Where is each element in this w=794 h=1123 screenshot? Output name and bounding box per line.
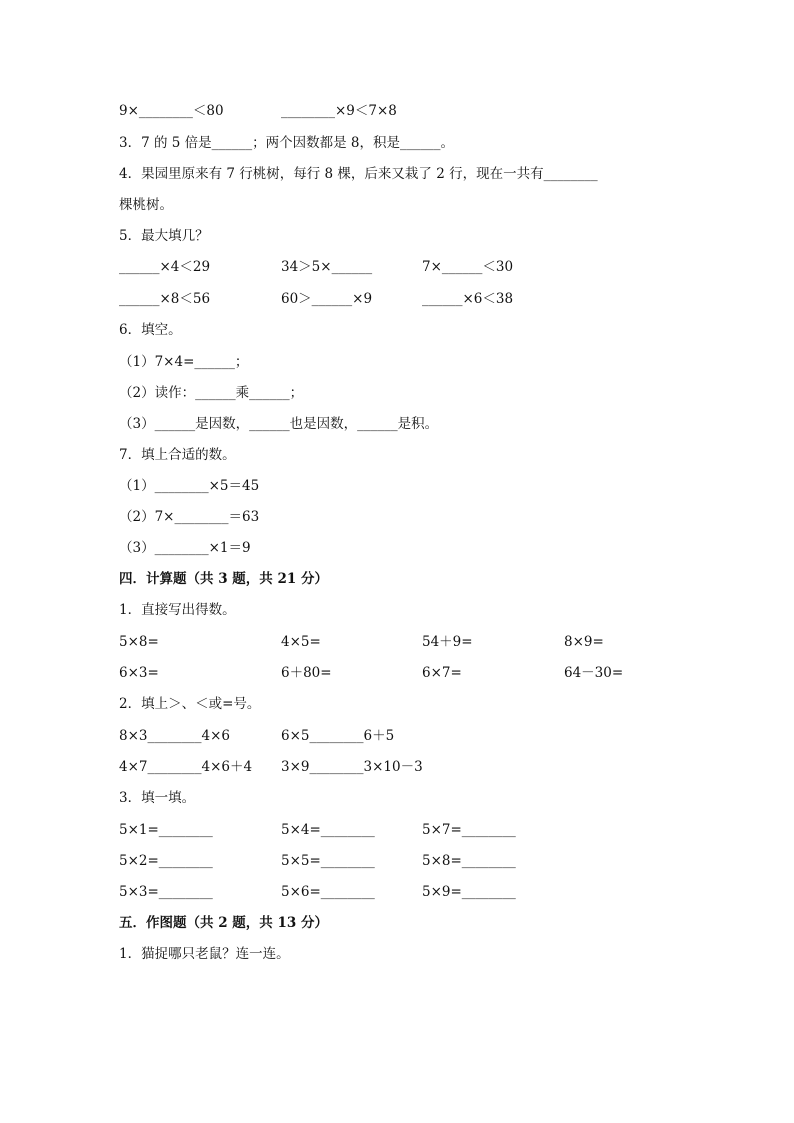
fill-item: ______×4＜29 bbox=[119, 259, 211, 275]
section-5-problem-1: 1．猫捉哪只老鼠？连一连。 bbox=[119, 946, 290, 962]
fill-item: 5×1=________ bbox=[119, 822, 213, 838]
question-7-title: 7．填上合适的数。 bbox=[119, 447, 236, 463]
question-3: 3．7 的 5 倍是______；两个因数都是 8，积是______。 bbox=[119, 135, 455, 151]
question-4-line-2: 棵桃树。 bbox=[119, 197, 173, 213]
fill-item: ______×6＜38 bbox=[422, 291, 514, 307]
calc-item: 4×5= bbox=[281, 634, 321, 650]
question-6-title: 6．填空。 bbox=[119, 322, 182, 338]
fill-item: 5×8=________ bbox=[422, 853, 516, 869]
question-7-item-3: （3）________×1＝9 bbox=[119, 540, 251, 556]
fill-item: ______×8＜56 bbox=[119, 291, 211, 307]
calc-item: 64－30= bbox=[564, 665, 624, 681]
section-4-problem-3-title: 3．填一填。 bbox=[119, 790, 196, 806]
section-4-problem-2-title: 2．填上＞、＜或=号。 bbox=[119, 696, 261, 712]
fill-item: 5×9=________ bbox=[422, 884, 516, 900]
compare-item: 3×9________3×10－3 bbox=[281, 759, 423, 775]
fill-item: 9×________＜80 bbox=[119, 103, 224, 119]
calc-item: 8×9= bbox=[564, 634, 604, 650]
calc-item: 6＋80= bbox=[281, 665, 332, 681]
question-7-item-2: （2）7×________＝63 bbox=[119, 509, 260, 525]
compare-item: 8×3________4×6 bbox=[119, 728, 230, 744]
fill-item: 5×3=________ bbox=[119, 884, 213, 900]
calc-item: 6×3= bbox=[119, 665, 159, 681]
fill-item: 7×______＜30 bbox=[422, 259, 514, 275]
fill-item: 5×7=________ bbox=[422, 822, 516, 838]
calc-item: 6×7= bbox=[422, 665, 462, 681]
question-4-line-1: 4．果园里原来有 7 行桃树，每行 8 棵，后来又栽了 2 行，现在一共有________ bbox=[119, 166, 598, 182]
question-6-item-1: （1）7×4=______； bbox=[119, 354, 249, 370]
fill-item: 5×2=________ bbox=[119, 853, 213, 869]
calc-item: 54＋9= bbox=[422, 634, 473, 650]
question-6-item-3: （3）______是因数，______也是因数，______是积。 bbox=[119, 416, 439, 432]
fill-item: 34＞5×______ bbox=[281, 259, 373, 275]
compare-item: 4×7________4×6＋4 bbox=[119, 759, 253, 775]
section-5-heading: 五．作图题（共 2 题，共 13 分） bbox=[119, 915, 328, 931]
section-4-heading: 四．计算题（共 3 题，共 21 分） bbox=[119, 571, 328, 587]
question-7-item-1: （1）________×5＝45 bbox=[119, 478, 260, 494]
question-5-title: 5．最大填几？ bbox=[119, 228, 209, 244]
fill-item: 5×4=________ bbox=[281, 822, 375, 838]
calc-item: 5×8= bbox=[119, 634, 159, 650]
compare-item: 6×5________6＋5 bbox=[281, 728, 395, 744]
fill-item: 60＞______×9 bbox=[281, 291, 373, 307]
fill-item: 5×5=________ bbox=[281, 853, 375, 869]
fill-item: ________×9＜7×8 bbox=[281, 103, 397, 119]
section-4-problem-1-title: 1．直接写出得数。 bbox=[119, 602, 236, 618]
fill-item: 5×6=________ bbox=[281, 884, 375, 900]
question-6-item-2: （2）读作：______乘______； bbox=[119, 385, 304, 401]
